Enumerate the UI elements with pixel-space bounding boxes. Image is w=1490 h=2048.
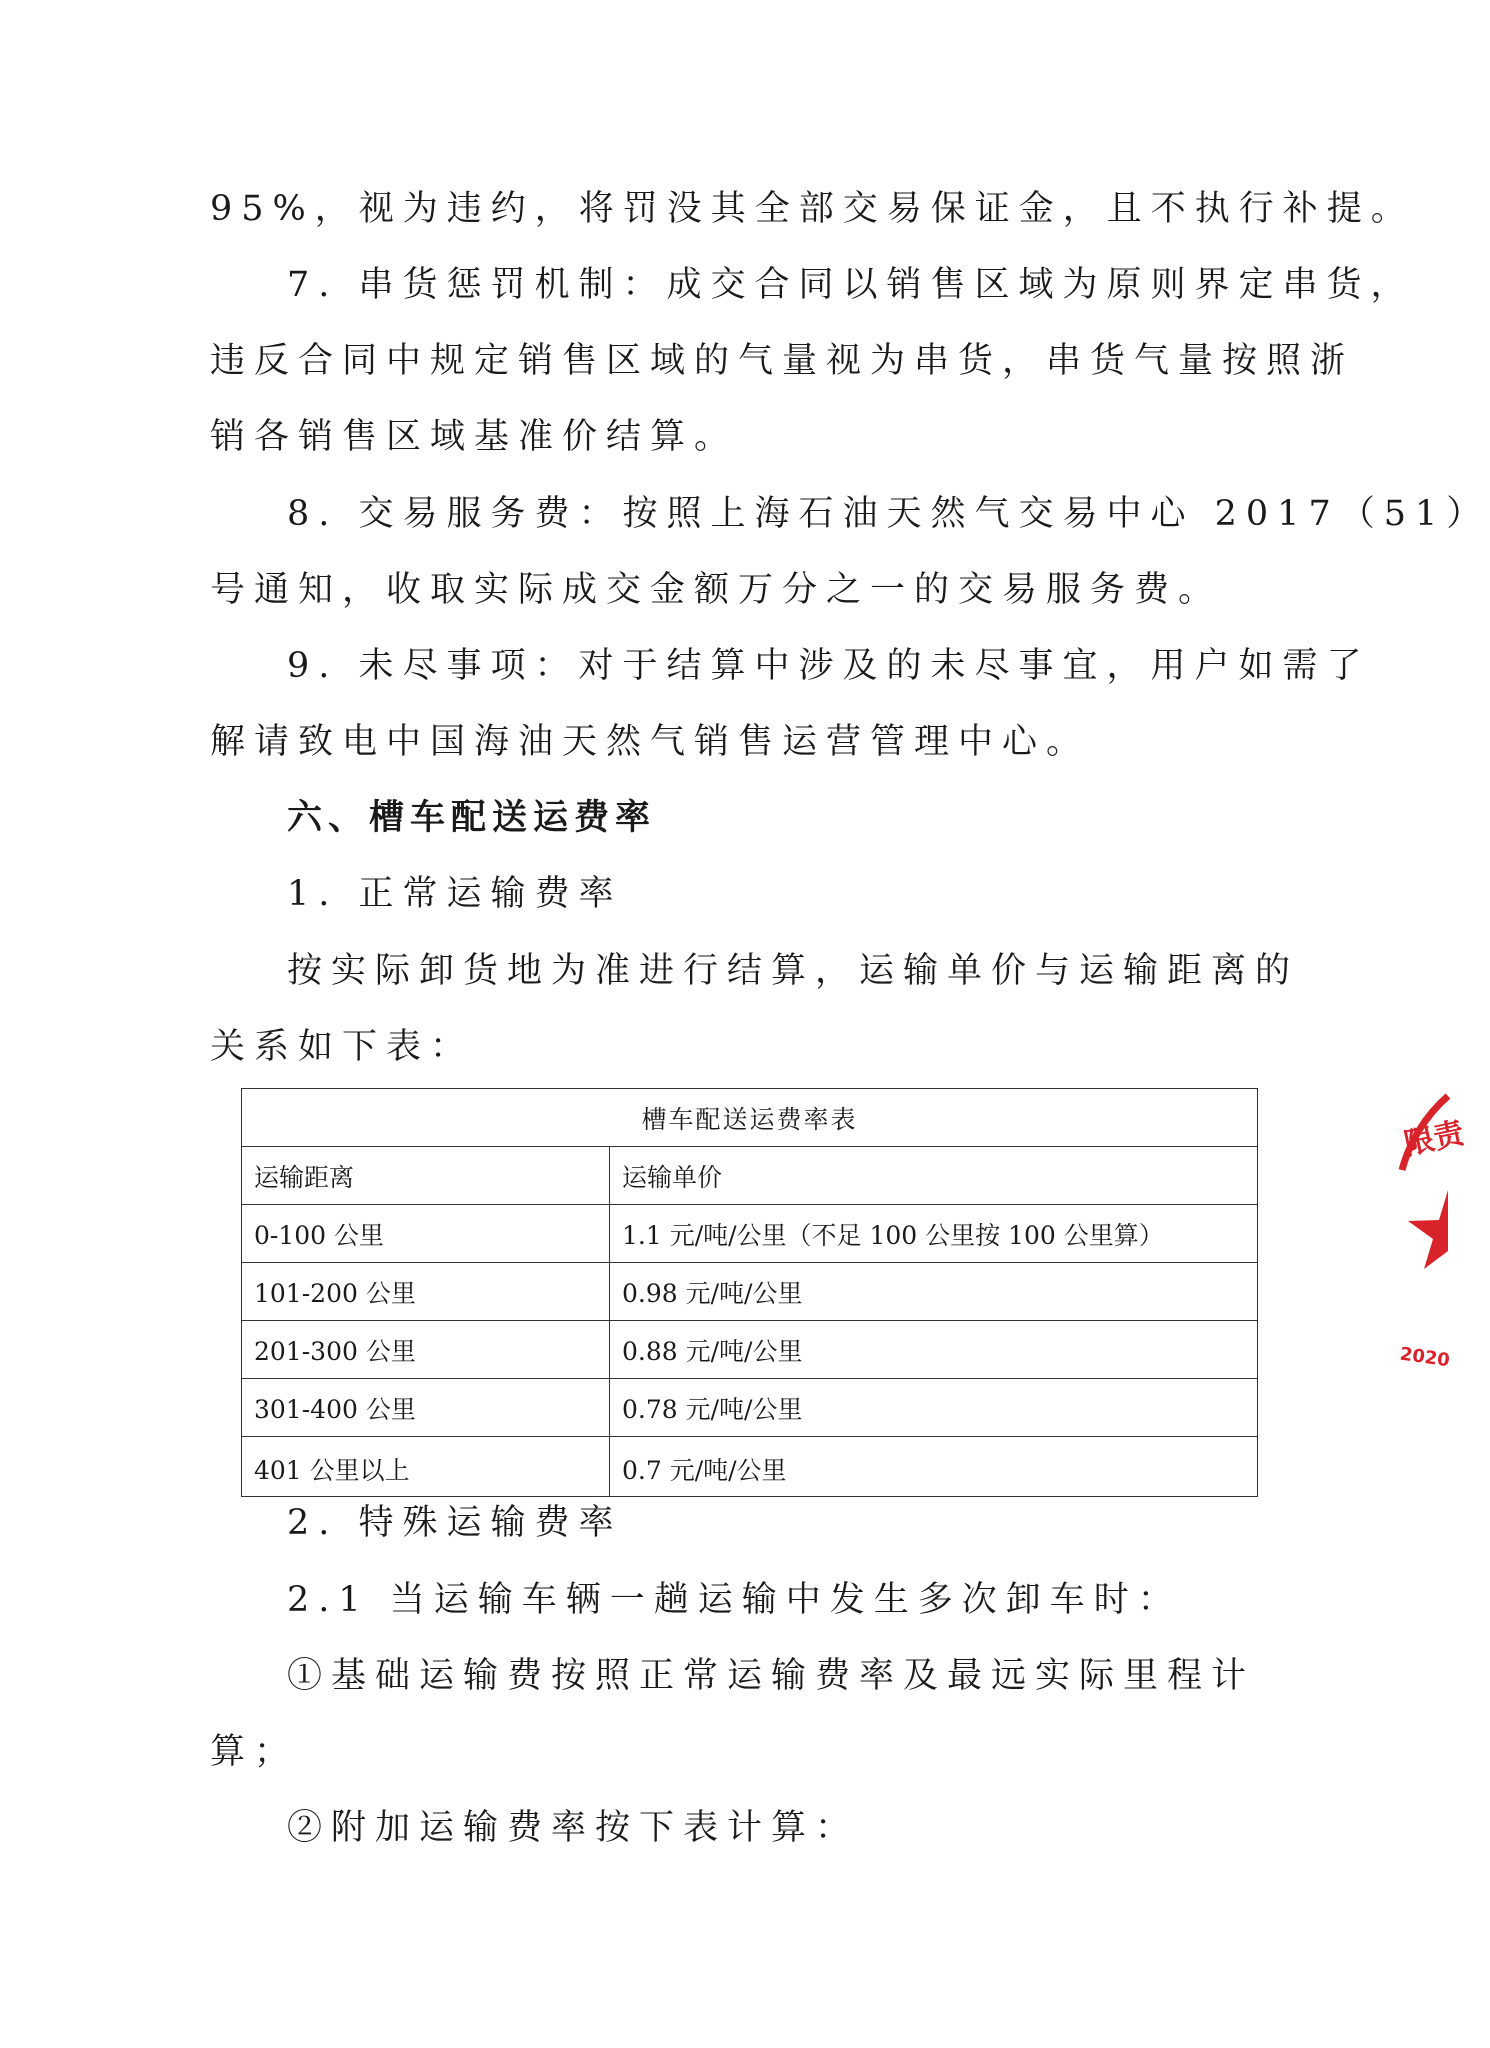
paragraph-line-4: 销各销售区域基准价结算。 <box>210 417 739 457</box>
intro-line-2: 关系如下表： <box>210 1027 475 1067</box>
paragraph-line-3: 违反合同中规定销售区域的气量视为串货，串货气量按照浙 <box>210 341 1355 381</box>
table-cell-distance: 201-300 公里 <box>242 1321 610 1379</box>
paragraph-line-7: 9. 未尽事项：对于结算中涉及的未尽事宜，用户如需了 <box>287 646 1371 686</box>
special-rate-line-3: 算； <box>210 1732 299 1772</box>
paragraph-line-5: 8. 交易服务费：按照上海石油天然气交易中心 2017（51） <box>287 494 1490 534</box>
paragraph-line-1: 95%，视为违约，将罚没其全部交易保证金，且不执行补提。 <box>210 189 1415 229</box>
table-cell-distance: 401 公里以上 <box>242 1437 610 1497</box>
table-row <box>242 1437 1258 1497</box>
special-rate-heading: 2. 特殊运输费率 <box>287 1503 623 1543</box>
table-title: 槽车配送运费率表 <box>242 1089 1258 1147</box>
special-rate-line-2: ①基础运输费按照正常运输费率及最远实际里程计 <box>287 1656 1256 1696</box>
freight-rate-table <box>241 1088 1258 1497</box>
paragraph-line-6: 号通知，收取实际成交金额万分之一的交易服务费。 <box>210 570 1223 610</box>
seal-icon <box>1398 1090 1468 1380</box>
table-row <box>242 1379 1258 1437</box>
table-cell-price: 1.1 元/吨/公里（不足 100 公里按 100 公里算） <box>610 1205 1258 1263</box>
section-heading: 六、槽车配送运费率 <box>287 798 657 838</box>
table-cell-price: 0.98 元/吨/公里 <box>610 1263 1258 1321</box>
seal-year: 2020 <box>1398 1343 1452 1372</box>
table-header-price: 运输单价 <box>610 1147 1258 1205</box>
table-header-distance: 运输距离 <box>242 1147 610 1205</box>
paragraph-line-8: 解请致电中国海油天然气销售运营管理中心。 <box>210 722 1091 762</box>
special-rate-line-1: 2.1 当运输车辆一趟运输中发生多次卸车时： <box>287 1580 1182 1620</box>
table-cell-price: 0.78 元/吨/公里 <box>610 1379 1258 1437</box>
intro-line-1: 按实际卸货地为准进行结算，运输单价与运输距离的 <box>287 951 1300 991</box>
table-cell-distance: 0-100 公里 <box>242 1205 610 1263</box>
table-row <box>242 1321 1258 1379</box>
table-cell-distance: 301-400 公里 <box>242 1379 610 1437</box>
table-cell-price: 0.7 元/吨/公里 <box>610 1437 1258 1497</box>
table-cell-distance: 101-200 公里 <box>242 1263 610 1321</box>
subsection-heading: 1. 正常运输费率 <box>287 874 623 914</box>
company-seal-fragment <box>1398 1090 1468 1380</box>
table-row <box>242 1205 1258 1263</box>
special-rate-line-4: ②附加运输费率按下表计算： <box>287 1808 860 1848</box>
table-cell-price: 0.88 元/吨/公里 <box>610 1321 1258 1379</box>
paragraph-line-2: 7. 串货惩罚机制：成交合同以销售区域为原则界定串货， <box>287 265 1415 305</box>
seal-text: 限责 <box>1401 1115 1468 1163</box>
table-row <box>242 1263 1258 1321</box>
